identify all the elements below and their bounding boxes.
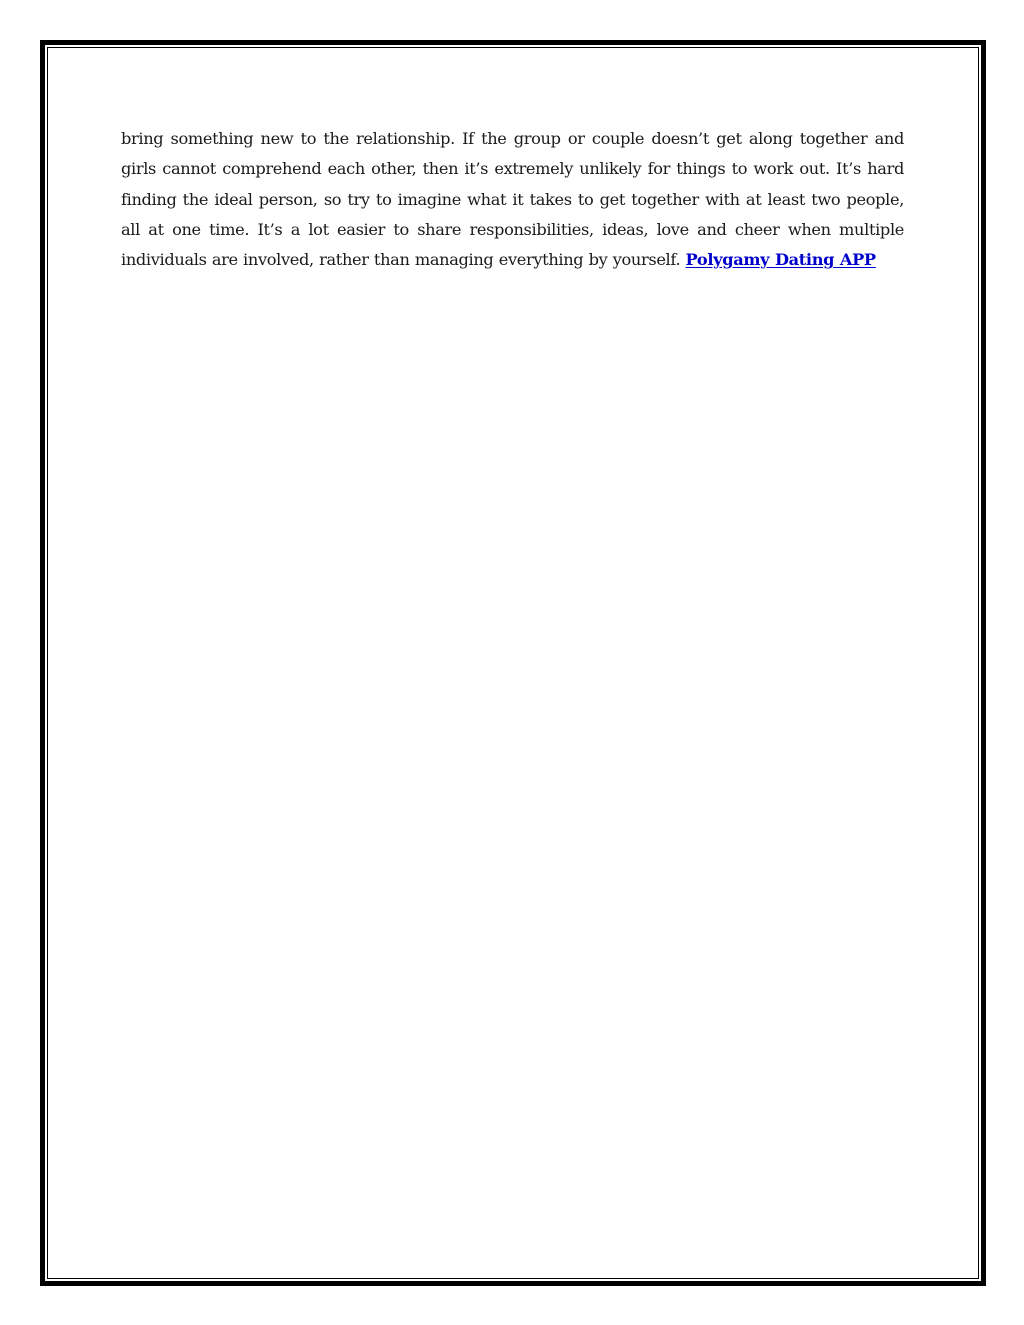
polygamy-dating-app-link[interactable]: Polygamy Dating APP [685,250,876,270]
body-paragraph [121,124,904,275]
paragraph-text: bring something new to the relationship. If the group or couple doesn’t get along together and girls cannot comprehend each other, then it’s extremely unlikely for things to work out. It’s hard finding the ideal person, so try to imagine what it takes to get together with at least two people, all at one time. It’s a lot easier to share responsibilities, ideas, love and cheer when multiple individuals are involved, rather than managing everything by yourself. [121,129,904,270]
